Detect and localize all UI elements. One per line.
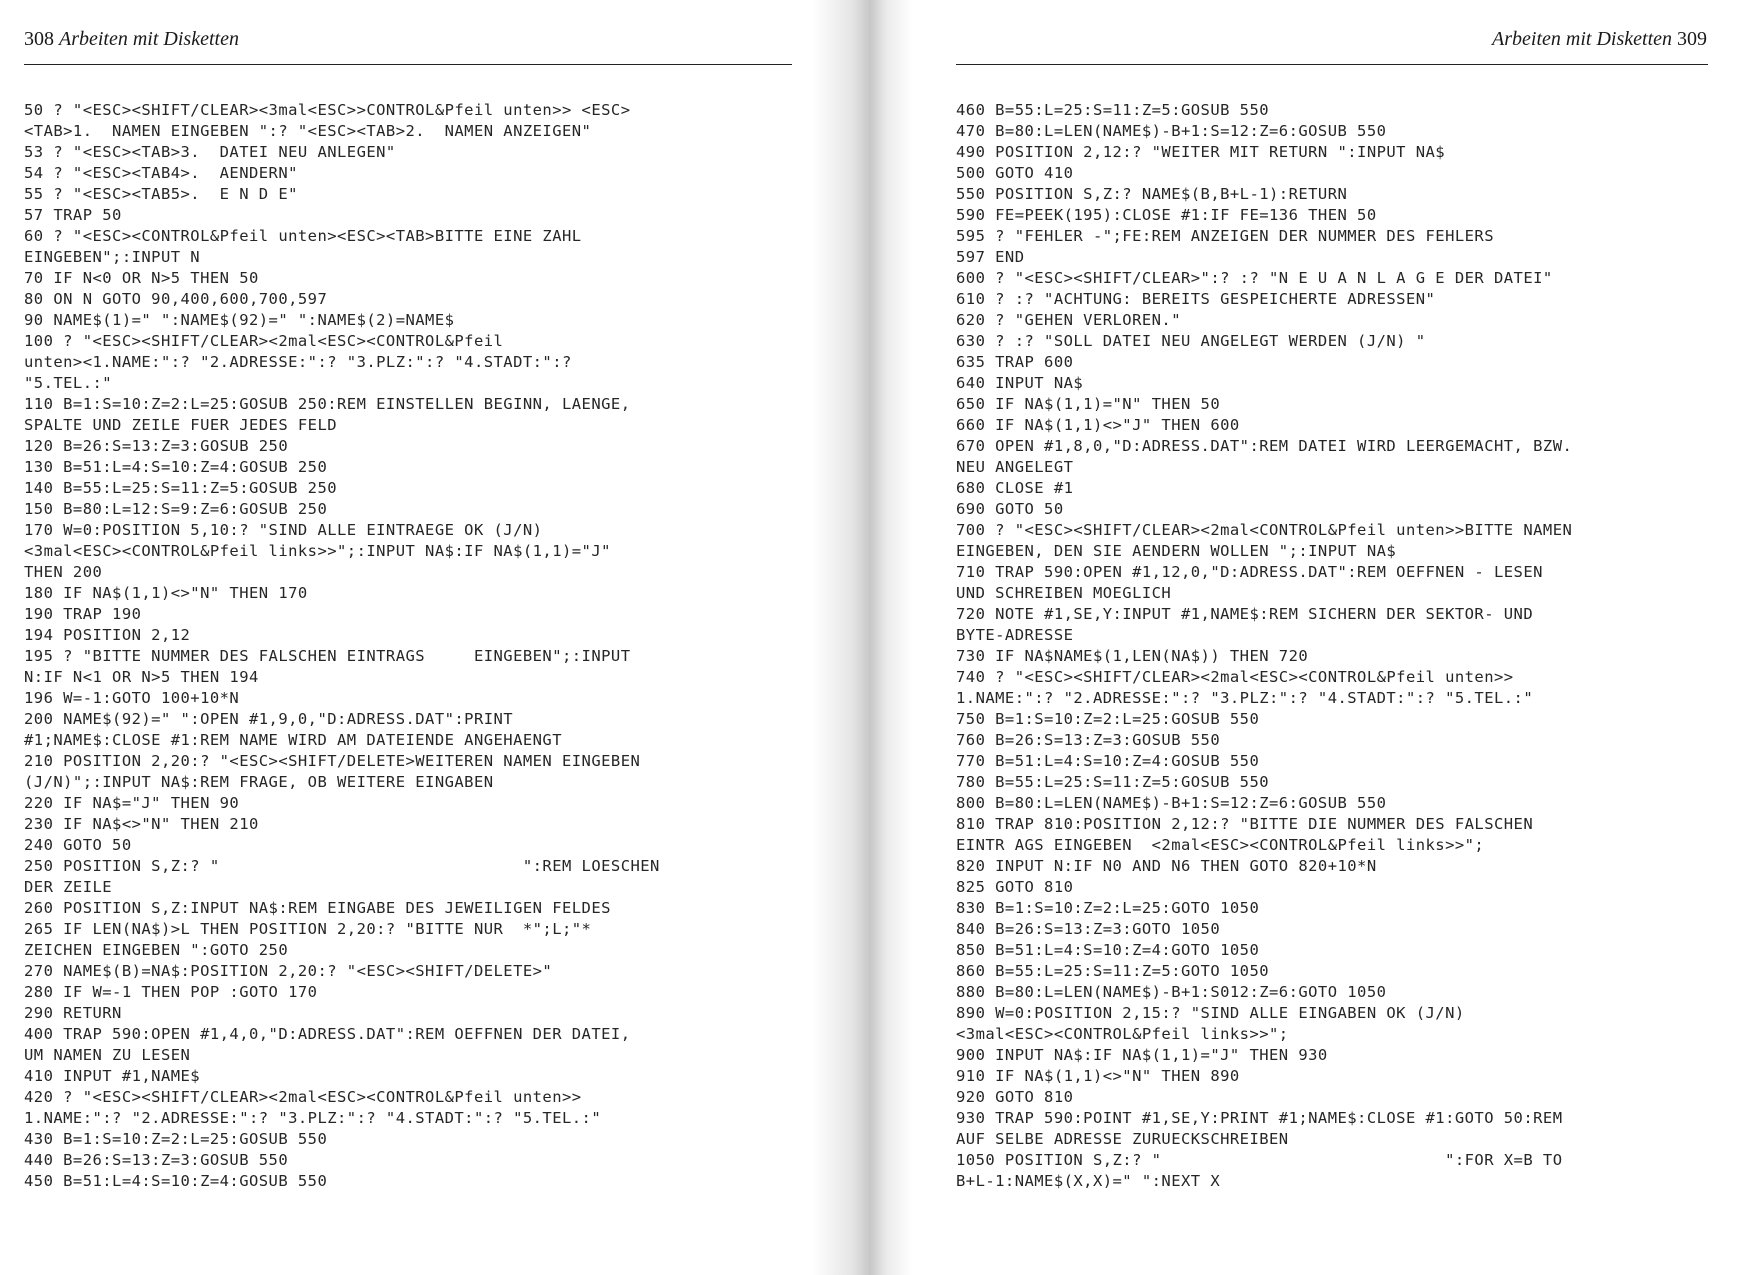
code-line: 470 B=80:L=LEN(NAME$)-B+1:S=12:Z=6:GOSUB 550 — [956, 122, 1387, 140]
code-line: 800 B=80:L=LEN(NAME$)-B+1:S=12:Z=6:GOSUB 550 — [956, 794, 1387, 812]
code-line: 196 W=-1:GOTO 100+10*N — [24, 689, 240, 707]
code-line: 140 B=55:L=25:S=11:Z=5:GOSUB 250 — [24, 479, 338, 497]
code-line: 490 POSITION 2,12:? "WEITER MIT RETURN ":INPUT NA$ — [956, 143, 1446, 161]
code-line: 280 IF W=-1 THEN POP :GOTO 170 — [24, 983, 318, 1001]
code-line: 710 TRAP 590:OPEN #1,12,0,"D:ADRESS.DAT":REM OEFFNEN - LESEN — [956, 563, 1543, 581]
code-line: 57 TRAP 50 — [24, 206, 122, 224]
code-line: 50 ? "<ESC><SHIFT/CLEAR><3mal<ESC>>CONTROL&Pfeil unten>> <ESC> — [24, 101, 631, 119]
code-line: 780 B=55:L=25:S=11:Z=5:GOSUB 550 — [956, 773, 1270, 791]
code-line: <3mal<ESC><CONTROL&Pfeil links>>";:INPUT NA$:IF NA$(1,1)="J" — [24, 542, 611, 560]
right-page-header — [1492, 28, 1707, 51]
code-line: 820 INPUT N:IF N0 AND N6 THEN GOTO 820+10*N — [956, 857, 1377, 875]
code-line: 900 INPUT NA$:IF NA$(1,1)="J" THEN 930 — [956, 1046, 1328, 1064]
code-line: 230 IF NA$<>"N" THEN 210 — [24, 815, 259, 833]
code-line: 400 TRAP 590:OPEN #1,4,0,"D:ADRESS.DAT":REM OEFFNEN DER DATEI, — [24, 1025, 631, 1043]
code-line: 1050 POSITION S,Z:? " ":FOR X=B TO — [956, 1151, 1563, 1169]
left-page — [0, 0, 872, 1275]
code-line: B+L-1:NAME$(X,X)=" ":NEXT X — [956, 1172, 1221, 1190]
code-line: 600 ? "<ESC><SHIFT/CLEAR>":? :? "N E U A N L A G E DER DATEI" — [956, 269, 1553, 287]
left-page-header — [24, 28, 239, 51]
code-line: 700 ? "<ESC><SHIFT/CLEAR><2mal<CONTROL&Pfeil unten>>BITTE NAMEN — [956, 521, 1573, 539]
code-line: 110 B=1:S=10:Z=2:L=25:GOSUB 250:REM EINSTELLEN BEGINN, LAENGE, — [24, 395, 631, 413]
code-line: 640 INPUT NA$ — [956, 374, 1084, 392]
code-line: 890 W=0:POSITION 2,15:? "SIND ALLE EINGABEN OK (J/N) — [956, 1004, 1465, 1022]
right-page-title: Arbeiten mit Disketten — [1492, 28, 1672, 50]
code-line: 220 IF NA$="J" THEN 90 — [24, 794, 240, 812]
code-line: 740 ? "<ESC><SHIFT/CLEAR><2mal<ESC><CONTROL&Pfeil unten>> — [956, 668, 1514, 686]
code-line: DER ZEILE — [24, 878, 113, 896]
code-line: EINTR AGS EINGEBEN <2mal<ESC><CONTROL&Pfeil links>>"; — [956, 836, 1485, 854]
code-line: 240 GOTO 50 — [24, 836, 132, 854]
code-line: 595 ? "FEHLER -";FE:REM ANZEIGEN DER NUMMER DES FEHLERS — [956, 227, 1494, 245]
code-line: "5.TEL.:" — [24, 374, 113, 392]
code-line: EINGEBEN";:INPUT N — [24, 248, 201, 266]
code-line: <TAB>1. NAMEN EINGEBEN ":? "<ESC><TAB>2. NAMEN ANZEIGEN" — [24, 122, 592, 140]
code-line: UM NAMEN ZU LESEN — [24, 1046, 191, 1064]
code-line: 880 B=80:L=LEN(NAME$)-B+1:S012:Z=6:GOTO 1050 — [956, 983, 1387, 1001]
code-line: 260 POSITION S,Z:INPUT NA$:REM EINGABE DES JEWEILIGEN FELDES — [24, 899, 611, 917]
code-line: SPALTE UND ZEILE FUER JEDES FELD — [24, 416, 338, 434]
code-line: BYTE-ADRESSE — [956, 626, 1074, 644]
right-header-rule — [956, 64, 1708, 65]
code-line: 690 GOTO 50 — [956, 500, 1064, 518]
code-line: unten><1.NAME:":? "2.ADRESSE:":? "3.PLZ:":? "4.STADT:":? — [24, 353, 572, 371]
code-line: 195 ? "BITTE NUMMER DES FALSCHEN EINTRAGS EINGEBEN";:INPUT — [24, 647, 631, 665]
code-line: 760 B=26:S=13:Z=3:GOSUB 550 — [956, 731, 1221, 749]
code-line: 680 CLOSE #1 — [956, 479, 1074, 497]
code-line: 194 POSITION 2,12 — [24, 626, 191, 644]
code-line: 810 TRAP 810:POSITION 2,12:? "BITTE DIE NUMMER DES FALSCHEN — [956, 815, 1534, 833]
code-line: 180 IF NA$(1,1)<>"N" THEN 170 — [24, 584, 308, 602]
code-line: 610 ? :? "ACHTUNG: BEREITS GESPEICHERTE ADRESSEN" — [956, 290, 1436, 308]
code-line: 650 IF NA$(1,1)="N" THEN 50 — [956, 395, 1221, 413]
code-line: 53 ? "<ESC><TAB>3. DATEI NEU ANLEGEN" — [24, 143, 396, 161]
code-line: 635 TRAP 600 — [956, 353, 1074, 371]
code-line: (J/N)";:INPUT NA$:REM FRAGE, OB WEITERE EINGABEN — [24, 773, 494, 791]
code-line: 590 FE=PEEK(195):CLOSE #1:IF FE=136 THEN 50 — [956, 206, 1377, 224]
code-line: 910 IF NA$(1,1)<>"N" THEN 890 — [956, 1067, 1240, 1085]
code-line: 80 ON N GOTO 90,400,600,700,597 — [24, 290, 328, 308]
code-line: EINGEBEN, DEN SIE AENDERN WOLLEN ";:INPUT NA$ — [956, 542, 1397, 560]
code-line: 410 INPUT #1,NAME$ — [24, 1067, 201, 1085]
left-page-title: Arbeiten mit Disketten — [59, 28, 239, 50]
code-line: 460 B=55:L=25:S=11:Z=5:GOSUB 550 — [956, 101, 1270, 119]
code-line: 930 TRAP 590:POINT #1,SE,Y:PRINT #1;NAME$:CLOSE #1:GOTO 50:REM — [956, 1109, 1563, 1127]
code-line: 265 IF LEN(NA$)>L THEN POSITION 2,20:? "BITTE NUR *";L;"* — [24, 920, 592, 938]
code-line: 290 RETURN — [24, 1004, 122, 1022]
code-line: 420 ? "<ESC><SHIFT/CLEAR><2mal<ESC><CONTROL&Pfeil unten>> — [24, 1088, 582, 1106]
code-line: UND SCHREIBEN MOEGLICH — [956, 584, 1172, 602]
code-line: 90 NAME$(1)=" ":NAME$(92)=" ":NAME$(2)=NAME$ — [24, 311, 455, 329]
code-line: 70 IF N<0 OR N>5 THEN 50 — [24, 269, 259, 287]
code-line: #1;NAME$:CLOSE #1:REM NAME WIRD AM DATEIENDE ANGEHAENGT — [24, 731, 562, 749]
code-line: THEN 200 — [24, 563, 103, 581]
code-line: 670 OPEN #1,8,0,"D:ADRESS.DAT":REM DATEI WIRD LEERGEMACHT, BZW. — [956, 437, 1573, 455]
code-line: 60 ? "<ESC><CONTROL&Pfeil unten><ESC><TAB>BITTE EINE ZAHL — [24, 227, 582, 245]
right-page-number: 309 — [1677, 28, 1707, 50]
code-line: 630 ? :? "SOLL DATEI NEU ANGELEGT WERDEN (J/N) " — [956, 332, 1426, 350]
code-line: 54 ? "<ESC><TAB4>. AENDERN" — [24, 164, 298, 182]
code-line: 55 ? "<ESC><TAB5>. E N D E" — [24, 185, 298, 203]
left-code-listing — [24, 100, 660, 1192]
code-line: 620 ? "GEHEN VERLOREN." — [956, 311, 1181, 329]
code-line: 850 B=51:L=4:S=10:Z=4:GOTO 1050 — [956, 941, 1260, 959]
code-line: 440 B=26:S=13:Z=3:GOSUB 550 — [24, 1151, 289, 1169]
code-line: 200 NAME$(92)=" ":OPEN #1,9,0,"D:ADRESS.DAT":PRINT — [24, 710, 514, 728]
code-line: 270 NAME$(B)=NA$:POSITION 2,20:? "<ESC><SHIFT/DELETE>" — [24, 962, 553, 980]
code-line: N:IF N<1 OR N>5 THEN 194 — [24, 668, 259, 686]
code-line: 550 POSITION S,Z:? NAME$(B,B+L-1):RETURN — [956, 185, 1348, 203]
code-line: 150 B=80:L=12:S=9:Z=6:GOSUB 250 — [24, 500, 328, 518]
code-line: 190 TRAP 190 — [24, 605, 142, 623]
code-line: 250 POSITION S,Z:? " ":REM LOESCHEN — [24, 857, 660, 875]
code-line: 210 POSITION 2,20:? "<ESC><SHIFT/DELETE>WEITEREN NAMEN EINGEBEN — [24, 752, 641, 770]
code-line: 730 IF NA$NAME$(1,LEN(NA$)) THEN 720 — [956, 647, 1309, 665]
code-line: 1.NAME:":? "2.ADRESSE:":? "3.PLZ:":? "4.STADT:":? "5.TEL.:" — [24, 1109, 602, 1127]
code-line: 1.NAME:":? "2.ADRESSE:":? "3.PLZ:":? "4.STADT:":? "5.TEL.:" — [956, 689, 1534, 707]
right-page — [872, 0, 1745, 1275]
code-line: 660 IF NA$(1,1)<>"J" THEN 600 — [956, 416, 1240, 434]
left-header-rule — [24, 64, 792, 65]
code-line: 920 GOTO 810 — [956, 1088, 1074, 1106]
code-line: AUF SELBE ADRESSE ZURUECKSCHREIBEN — [956, 1130, 1289, 1148]
right-code-listing — [956, 100, 1572, 1192]
code-line: 170 W=0:POSITION 5,10:? "SIND ALLE EINTRAEGE OK (J/N) — [24, 521, 543, 539]
code-line: 750 B=1:S=10:Z=2:L=25:GOSUB 550 — [956, 710, 1260, 728]
code-line: 597 END — [956, 248, 1025, 266]
code-line: 430 B=1:S=10:Z=2:L=25:GOSUB 550 — [24, 1130, 328, 1148]
code-line: 860 B=55:L=25:S=11:Z=5:GOTO 1050 — [956, 962, 1270, 980]
code-line: 825 GOTO 810 — [956, 878, 1074, 896]
code-line: 840 B=26:S=13:Z=3:GOTO 1050 — [956, 920, 1221, 938]
code-line: NEU ANGELEGT — [956, 458, 1074, 476]
code-line: 500 GOTO 410 — [956, 164, 1074, 182]
code-line: <3mal<ESC><CONTROL&Pfeil links>>"; — [956, 1025, 1289, 1043]
code-line: 450 B=51:L=4:S=10:Z=4:GOSUB 550 — [24, 1172, 328, 1190]
code-line: 830 B=1:S=10:Z=2:L=25:GOTO 1050 — [956, 899, 1260, 917]
code-line: 770 B=51:L=4:S=10:Z=4:GOSUB 550 — [956, 752, 1260, 770]
code-line: 720 NOTE #1,SE,Y:INPUT #1,NAME$:REM SICHERN DER SEKTOR- UND — [956, 605, 1534, 623]
code-line: ZEICHEN EINGEBEN ":GOTO 250 — [24, 941, 289, 959]
code-line: 100 ? "<ESC><SHIFT/CLEAR><2mal<ESC><CONTROL&Pfeil — [24, 332, 504, 350]
code-line: 120 B=26:S=13:Z=3:GOSUB 250 — [24, 437, 289, 455]
code-line: 130 B=51:L=4:S=10:Z=4:GOSUB 250 — [24, 458, 328, 476]
left-page-number: 308 — [24, 28, 54, 50]
